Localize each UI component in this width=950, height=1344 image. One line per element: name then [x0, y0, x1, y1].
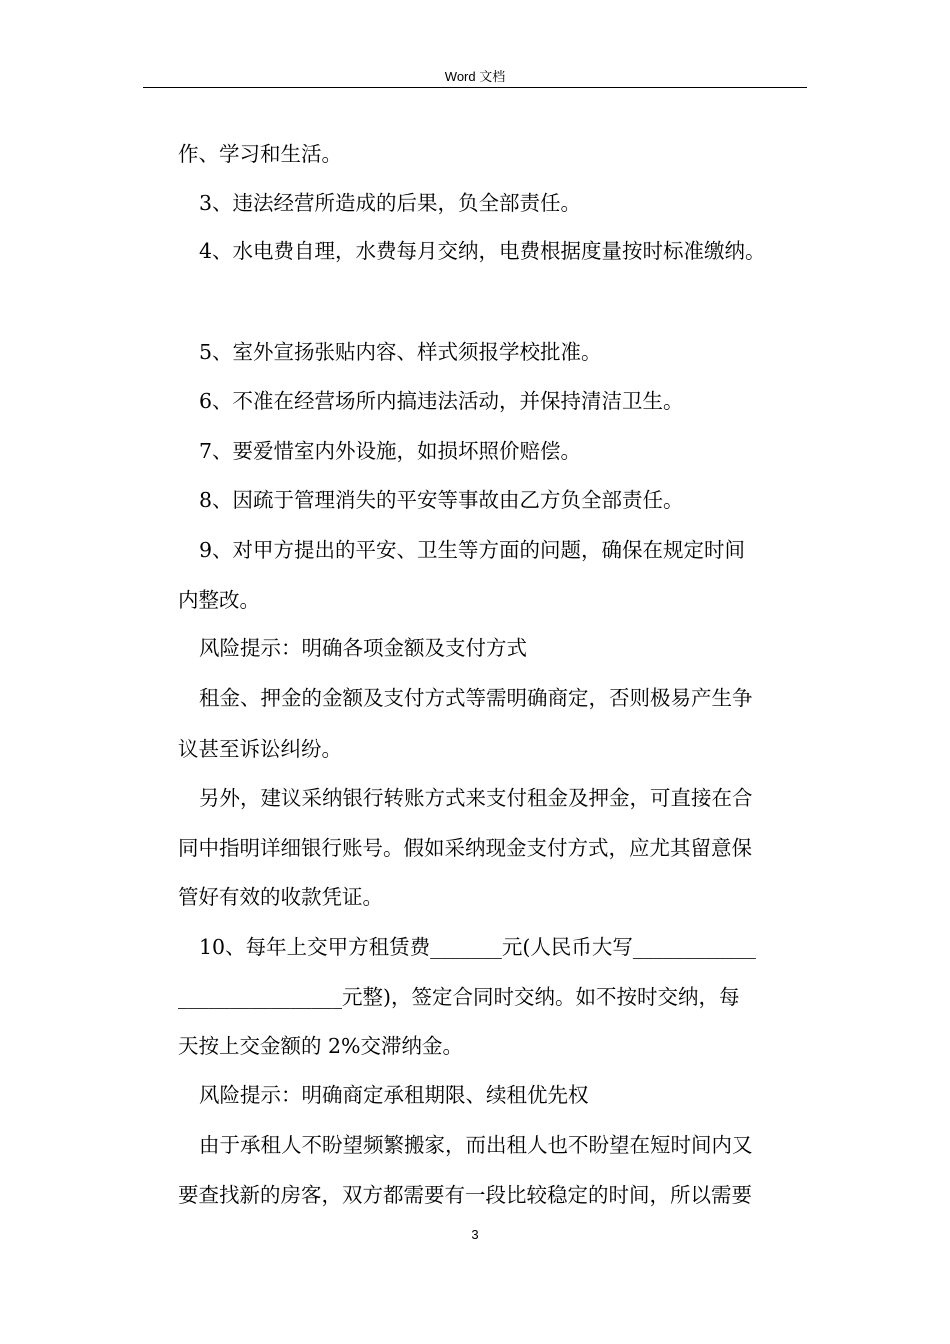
- body-line: 同中指明详细银行账号。假如采纳现金支付方式，应尤其留意保: [178, 836, 752, 860]
- body-line: 7、要爱惜室内外设施，如损坏照价赔偿。: [199, 439, 582, 463]
- body-line: ________________元整)，签定合同时交纳。如不按时交纳，每: [178, 985, 740, 1009]
- body-line: 作、学习和生活。: [178, 142, 342, 166]
- body-line: 管好有效的收款凭证。: [178, 885, 383, 909]
- body-line: 另外，建议采纳银行转账方式来支付租金及押金，可直接在合: [199, 786, 753, 810]
- body-line: 租金、押金的金额及支付方式等需明确商定，否则极易产生争: [199, 686, 753, 710]
- body-line: 风险提示：明确商定承租期限、续租优先权: [199, 1083, 589, 1107]
- body-line: 3、违法经营所造成的后果，负全部责任。: [199, 191, 582, 215]
- body-line: 8、因疏于管理消失的平安等事故由乙方负全部责任。: [199, 488, 684, 512]
- body-line: 天按上交金额的 2%交滞纳金。: [178, 1034, 464, 1058]
- body-line: 10、每年上交甲方租赁费_______元(人民币大写____________: [199, 935, 756, 959]
- body-line: 要查找新的房客，双方都需要有一段比较稳定的时间，所以需要: [178, 1183, 752, 1207]
- page-header: Word 文档: [444, 69, 506, 84]
- body-line: 4、水电费自理，水费每月交纳，电费根据度量按时标准缴纳。: [199, 239, 766, 263]
- body-line: 6、不准在经营场所内搞违法活动，并保持清洁卫生。: [199, 389, 684, 413]
- body-line: 5、室外宣扬张贴内容、样式须报学校批准。: [199, 340, 602, 364]
- body-line: 由于承租人不盼望频繁搬家，而出租人也不盼望在短时间内又: [199, 1133, 753, 1157]
- body-line: 内整改。: [178, 588, 260, 612]
- page-number: 3: [471, 1227, 479, 1242]
- body-line: 风险提示：明确各项金额及支付方式: [199, 636, 527, 660]
- header-divider: [143, 87, 807, 88]
- body-line: 议甚至诉讼纠纷。: [178, 737, 342, 761]
- body-line: 9、对甲方提出的平安、卫生等方面的问题，确保在规定时间: [199, 538, 746, 562]
